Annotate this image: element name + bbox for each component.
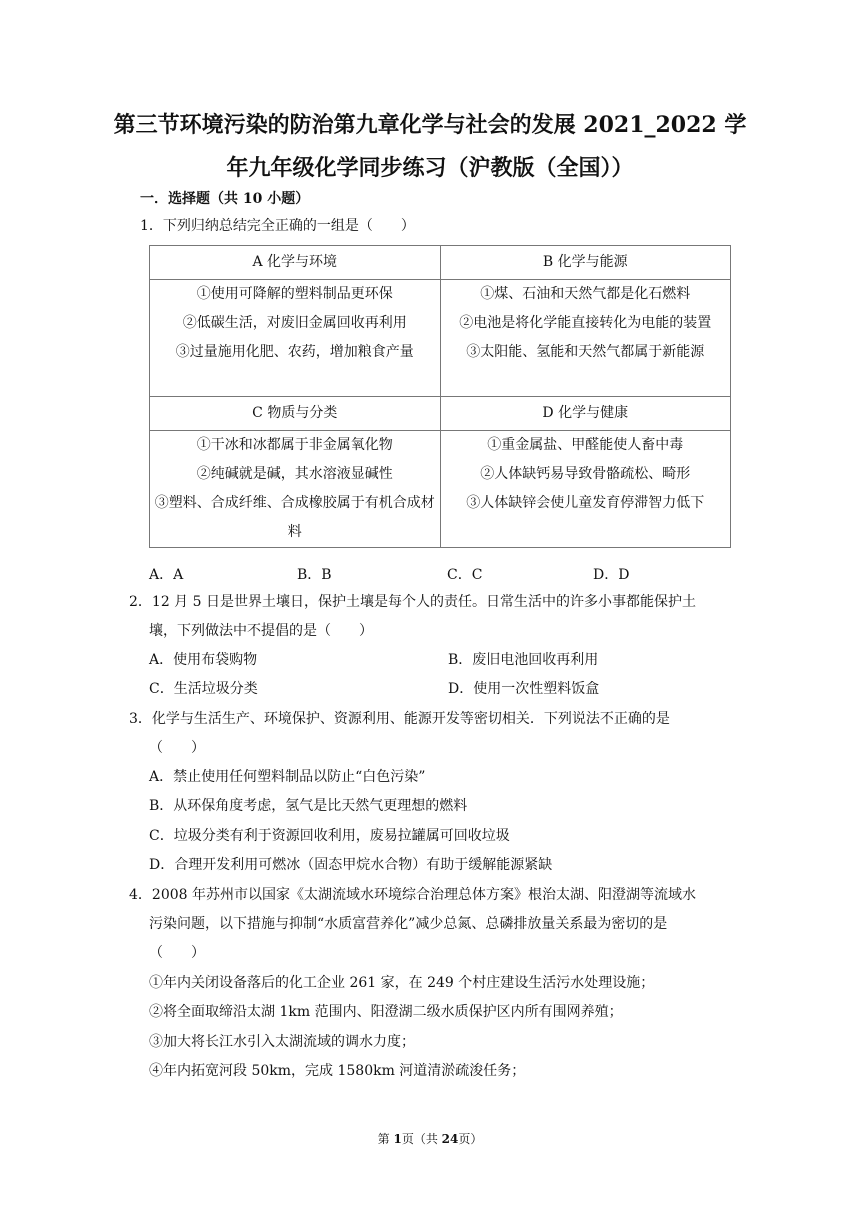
table-a-item: ①使用可降解的塑料制品更环保 (196, 286, 393, 302)
table-c-item: ①干冰和冰都属于非金属氧化物 (196, 437, 393, 453)
option-c[interactable]: C．垃圾分类有利于资源回收利用，废易拉罐属可回收垃圾 (149, 828, 510, 844)
question-4-stem-line-3: （ ） (149, 945, 205, 961)
table-d-item: ②人体缺钙易导致骨骼疏松、畸形 (480, 466, 691, 482)
table-b-item: ①煤、石油和天然气都是化石燃料 (480, 286, 691, 302)
table-head-c: C 物质与分类 (150, 397, 441, 431)
table-b-item: ③太阳能、氢能和天然气都属于新能源 (466, 344, 705, 360)
table-cell-c (150, 431, 441, 548)
option-a[interactable]: A．A (149, 567, 184, 583)
question-3-stem-line-1: 3．化学与生活生产、环境保护、资源利用、能源开发等密切相关．下列说法不正确的是 (129, 711, 670, 727)
table-cell-b (440, 280, 731, 397)
option-c[interactable]: C．C (447, 567, 483, 583)
table-head-a: A 化学与环境 (150, 246, 441, 280)
question-4-stem-line-2: 污染问题，以下措施与抑制“水质富营养化”减少总氮、总磷排放量关系最为密切的是 (149, 916, 668, 932)
option-a[interactable]: A．使用布袋购物 (149, 652, 258, 668)
table-d-item: ①重金属盐、甲醛能使人畜中毒 (487, 437, 684, 453)
table-cell-a (150, 280, 441, 397)
option-b[interactable]: B．废旧电池回收再利用 (448, 652, 599, 668)
option-a[interactable]: A．禁止使用任何塑料制品以防止“白色污染” (149, 769, 426, 785)
question-4-item: ①年内关闭设备落后的化工企业 261 家，在 249 个村庄建设生活污水处理设施； (149, 975, 655, 991)
page-footer (0, 1130, 860, 1147)
question-1-stem: 1．下列归纳总结完全正确的一组是（ ） (140, 218, 415, 234)
table-b-item: ②电池是将化学能直接转化为电能的装置 (459, 315, 712, 331)
option-c[interactable]: C．生活垃圾分类 (149, 681, 258, 697)
document-title (90, 104, 770, 190)
table-c-item: ③塑料、合成纤维、合成橡胶属于有机合成材料 (154, 495, 435, 540)
table-head-d: D 化学与健康 (440, 397, 731, 431)
footer-page-number: 1 (393, 1132, 402, 1146)
table-d-item: ③人体缺锌会使儿童发育停滞智力低下 (466, 495, 705, 511)
question-1-options (149, 564, 749, 584)
option-d[interactable]: D．合理开发利用可燃冰（固态甲烷水合物）有助于缓解能源紧缺 (149, 857, 553, 873)
table-c-item: ②纯碱就是碱，其水溶液显碱性 (196, 466, 393, 482)
question-2-stem-line-1: 2．12 月 5 日是世界土壤日，保护土壤是每个人的责任。日常生活中的许多小事都能保护土 (129, 594, 696, 610)
table-cell-d (440, 431, 731, 548)
question-4-item: ④年内拓宽河段 50km，完成 1580km 河道清淤疏浚任务； (149, 1063, 526, 1079)
footer-suffix: 页） (458, 1132, 483, 1146)
option-d[interactable]: D．D (593, 567, 630, 583)
question-3-stem-line-2: （ ） (149, 740, 205, 756)
footer-middle: 页（共 (401, 1132, 442, 1146)
question-2-stem-line-2: 壤，下列做法中不提倡的是（ ） (149, 623, 373, 639)
footer-prefix: 第 (377, 1132, 394, 1146)
option-b[interactable]: B．B (297, 567, 332, 583)
table-a-item: ②低碳生活，对废旧金属回收再利用 (182, 315, 407, 331)
option-b[interactable]: B．从环保角度考虑，氢气是比天然气更理想的燃料 (149, 798, 468, 814)
question-4-item: ②将全面取缔沿太湖 1km 范围内、阳澄湖二级水质保护区内所有围网养殖； (149, 1004, 623, 1020)
footer-total-pages: 24 (441, 1132, 459, 1146)
section-heading: 一．选择题（共 10 小题） (140, 191, 310, 207)
title-line-2: 年九年级化学同步练习（沪教版（全国）） (226, 155, 634, 181)
option-d[interactable]: D．使用一次性塑料饭盒 (448, 681, 600, 697)
question-4-stem-line-1: 4．2008 年苏州市以国家《太湖流域水环境综合治理总体方案》根治太湖、阳澄湖等流域水 (129, 887, 696, 903)
question-1-table (149, 245, 731, 548)
table-head-b: B 化学与能源 (440, 246, 731, 280)
table-a-item: ③过量施用化肥、农药，增加粮食产量 (175, 344, 414, 360)
question-4-item: ③加大将长江水引入太湖流域的调水力度； (149, 1034, 415, 1050)
title-line-1: 第三节环境污染的防治第九章化学与社会的发展 2021_2022 学 (113, 112, 747, 138)
